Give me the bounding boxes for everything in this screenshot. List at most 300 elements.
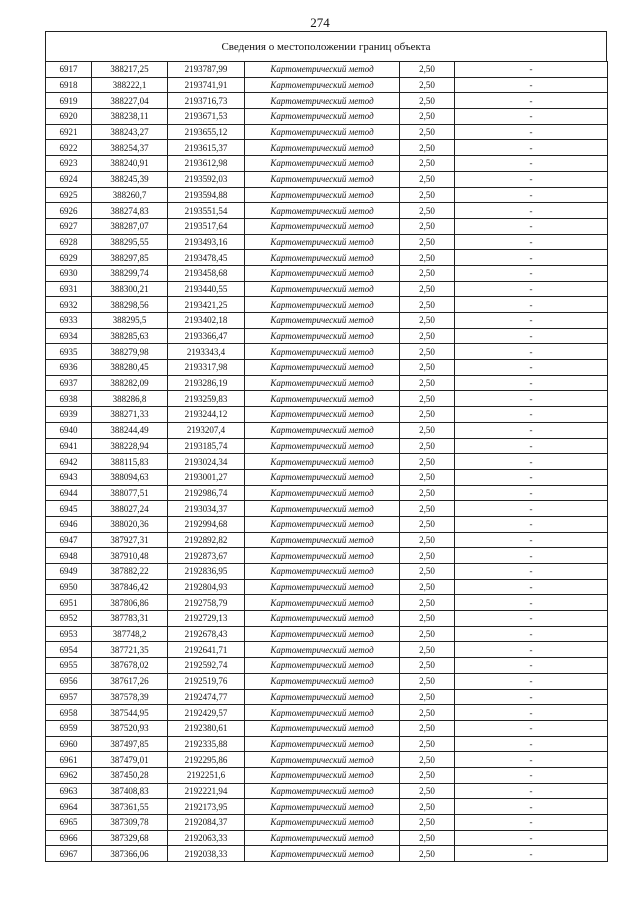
table-body (46, 62, 608, 862)
description-cell: - (455, 642, 608, 658)
description-cell: - (455, 548, 608, 564)
x-coordinate-cell: 388240,91 (92, 156, 168, 172)
table-row (46, 579, 608, 595)
x-coordinate-cell: 387748,2 (92, 626, 168, 642)
y-coordinate-cell: 2193421,25 (168, 297, 245, 313)
point-number-cell: 6955 (46, 658, 92, 674)
method-cell: Картометрический метод (245, 846, 400, 862)
method-cell: Картометрический метод (245, 642, 400, 658)
y-coordinate-cell: 2193478,45 (168, 250, 245, 266)
description-cell: - (455, 407, 608, 423)
method-cell: Картометрический метод (245, 313, 400, 329)
x-coordinate-cell: 388295,55 (92, 234, 168, 250)
method-cell: Картометрический метод (245, 124, 400, 140)
x-coordinate-cell: 387910,48 (92, 548, 168, 564)
y-coordinate-cell: 2193716,73 (168, 93, 245, 109)
description-cell: - (455, 77, 608, 93)
point-number-cell: 6956 (46, 673, 92, 689)
method-cell: Картометрический метод (245, 93, 400, 109)
point-number-cell: 6927 (46, 218, 92, 234)
table-row (46, 564, 608, 580)
method-cell: Картометрический метод (245, 62, 400, 78)
accuracy-cell: 2,50 (400, 689, 455, 705)
method-cell: Картометрический метод (245, 658, 400, 674)
method-cell: Картометрический метод (245, 391, 400, 407)
x-coordinate-cell: 388287,07 (92, 218, 168, 234)
description-cell: - (455, 281, 608, 297)
y-coordinate-cell: 2193741,91 (168, 77, 245, 93)
accuracy-cell: 2,50 (400, 187, 455, 203)
description-cell: - (455, 328, 608, 344)
table-row (46, 218, 608, 234)
table-row (46, 846, 608, 862)
description-cell: - (455, 752, 608, 768)
description-cell: - (455, 375, 608, 391)
x-coordinate-cell: 387544,95 (92, 705, 168, 721)
description-cell: - (455, 736, 608, 752)
table-row (46, 140, 608, 156)
point-number-cell: 6958 (46, 705, 92, 721)
point-number-cell: 6923 (46, 156, 92, 172)
point-number-cell: 6954 (46, 642, 92, 658)
point-number-cell: 6928 (46, 234, 92, 250)
table-row (46, 642, 608, 658)
point-number-cell: 6933 (46, 313, 92, 329)
accuracy-cell: 2,50 (400, 469, 455, 485)
point-number-cell: 6946 (46, 516, 92, 532)
y-coordinate-cell: 2192038,33 (168, 846, 245, 862)
description-cell: - (455, 532, 608, 548)
x-coordinate-cell: 387846,42 (92, 579, 168, 595)
point-number-cell: 6943 (46, 469, 92, 485)
accuracy-cell: 2,50 (400, 344, 455, 360)
description-cell: - (455, 673, 608, 689)
description-cell: - (455, 93, 608, 109)
table-row (46, 658, 608, 674)
accuracy-cell: 2,50 (400, 830, 455, 846)
description-cell: - (455, 799, 608, 815)
accuracy-cell: 2,50 (400, 767, 455, 783)
y-coordinate-cell: 2193592,03 (168, 171, 245, 187)
description-cell: - (455, 705, 608, 721)
method-cell: Картометрический метод (245, 548, 400, 564)
y-coordinate-cell: 2193402,18 (168, 313, 245, 329)
page-number: 274 (310, 15, 330, 30)
table-row (46, 548, 608, 564)
table-row (46, 422, 608, 438)
description-cell: - (455, 156, 608, 172)
point-number-cell: 6925 (46, 187, 92, 203)
x-coordinate-cell: 387520,93 (92, 720, 168, 736)
method-cell: Картометрический метод (245, 767, 400, 783)
point-number-cell: 6962 (46, 767, 92, 783)
method-cell: Картометрический метод (245, 611, 400, 627)
x-coordinate-cell: 387408,83 (92, 783, 168, 799)
table-row (46, 360, 608, 376)
method-cell: Картометрический метод (245, 375, 400, 391)
x-coordinate-cell: 388244,49 (92, 422, 168, 438)
section-header (45, 31, 607, 61)
point-number-cell: 6967 (46, 846, 92, 862)
description-cell: - (455, 124, 608, 140)
table-row (46, 830, 608, 846)
x-coordinate-cell: 387617,26 (92, 673, 168, 689)
y-coordinate-cell: 2193655,12 (168, 124, 245, 140)
method-cell: Картометрический метод (245, 564, 400, 580)
description-cell: - (455, 595, 608, 611)
accuracy-cell: 2,50 (400, 501, 455, 517)
table-row (46, 454, 608, 470)
y-coordinate-cell: 2193001,27 (168, 469, 245, 485)
table-row (46, 62, 608, 78)
description-cell: - (455, 720, 608, 736)
accuracy-cell: 2,50 (400, 846, 455, 862)
point-number-cell: 6939 (46, 407, 92, 423)
description-cell: - (455, 438, 608, 454)
point-number-cell: 6950 (46, 579, 92, 595)
table-row (46, 501, 608, 517)
x-coordinate-cell: 388285,63 (92, 328, 168, 344)
accuracy-cell: 2,50 (400, 752, 455, 768)
y-coordinate-cell: 2193594,88 (168, 187, 245, 203)
method-cell: Картометрический метод (245, 187, 400, 203)
method-cell: Картометрический метод (245, 140, 400, 156)
y-coordinate-cell: 2193259,83 (168, 391, 245, 407)
description-cell: - (455, 689, 608, 705)
accuracy-cell: 2,50 (400, 93, 455, 109)
point-number-cell: 6947 (46, 532, 92, 548)
method-cell: Картометрический метод (245, 328, 400, 344)
table-row (46, 297, 608, 313)
y-coordinate-cell: 2193458,68 (168, 265, 245, 281)
accuracy-cell: 2,50 (400, 328, 455, 344)
x-coordinate-cell: 387806,86 (92, 595, 168, 611)
accuracy-cell: 2,50 (400, 626, 455, 642)
accuracy-cell: 2,50 (400, 454, 455, 470)
y-coordinate-cell: 2192380,61 (168, 720, 245, 736)
accuracy-cell: 2,50 (400, 297, 455, 313)
y-coordinate-cell: 2192221,94 (168, 783, 245, 799)
point-number-cell: 6941 (46, 438, 92, 454)
table-row (46, 156, 608, 172)
y-coordinate-cell: 2193615,37 (168, 140, 245, 156)
accuracy-cell: 2,50 (400, 673, 455, 689)
accuracy-cell: 2,50 (400, 485, 455, 501)
description-cell: - (455, 846, 608, 862)
x-coordinate-cell: 388217,25 (92, 62, 168, 78)
description-cell: - (455, 360, 608, 376)
point-number-cell: 6957 (46, 689, 92, 705)
point-number-cell: 6937 (46, 375, 92, 391)
table-row (46, 171, 608, 187)
table-row (46, 203, 608, 219)
accuracy-cell: 2,50 (400, 391, 455, 407)
method-cell: Картометрический метод (245, 344, 400, 360)
x-coordinate-cell: 388282,09 (92, 375, 168, 391)
point-number-cell: 6959 (46, 720, 92, 736)
description-cell: - (455, 501, 608, 517)
accuracy-cell: 2,50 (400, 234, 455, 250)
method-cell: Картометрический метод (245, 218, 400, 234)
method-cell: Картометрический метод (245, 438, 400, 454)
y-coordinate-cell: 2192836,95 (168, 564, 245, 580)
x-coordinate-cell: 387366,06 (92, 846, 168, 862)
x-coordinate-cell: 388300,21 (92, 281, 168, 297)
accuracy-cell: 2,50 (400, 422, 455, 438)
description-cell: - (455, 469, 608, 485)
table-row (46, 93, 608, 109)
method-cell: Картометрический метод (245, 281, 400, 297)
description-cell: - (455, 109, 608, 125)
accuracy-cell: 2,50 (400, 77, 455, 93)
accuracy-cell: 2,50 (400, 313, 455, 329)
point-number-cell: 6960 (46, 736, 92, 752)
method-cell: Картометрический метод (245, 783, 400, 799)
point-number-cell: 6951 (46, 595, 92, 611)
method-cell: Картометрический метод (245, 799, 400, 815)
table-row (46, 407, 608, 423)
y-coordinate-cell: 2192173,95 (168, 799, 245, 815)
table-row (46, 250, 608, 266)
x-coordinate-cell: 388280,45 (92, 360, 168, 376)
method-cell: Картометрический метод (245, 77, 400, 93)
point-number-cell: 6964 (46, 799, 92, 815)
y-coordinate-cell: 2193207,4 (168, 422, 245, 438)
method-cell: Картометрический метод (245, 673, 400, 689)
x-coordinate-cell: 388243,27 (92, 124, 168, 140)
accuracy-cell: 2,50 (400, 156, 455, 172)
x-coordinate-cell: 387309,78 (92, 815, 168, 831)
point-number-cell: 6942 (46, 454, 92, 470)
table-row (46, 438, 608, 454)
point-number-cell: 6965 (46, 815, 92, 831)
table-row (46, 767, 608, 783)
method-cell: Картометрический метод (245, 689, 400, 705)
description-cell: - (455, 234, 608, 250)
method-cell: Картометрический метод (245, 454, 400, 470)
accuracy-cell: 2,50 (400, 360, 455, 376)
y-coordinate-cell: 2192994,68 (168, 516, 245, 532)
y-coordinate-cell: 2193034,37 (168, 501, 245, 517)
x-coordinate-cell: 388295,5 (92, 313, 168, 329)
method-cell: Картометрический метод (245, 360, 400, 376)
table-row (46, 124, 608, 140)
method-cell: Картометрический метод (245, 265, 400, 281)
point-number-cell: 6936 (46, 360, 92, 376)
table-row (46, 265, 608, 281)
method-cell: Картометрический метод (245, 752, 400, 768)
x-coordinate-cell: 388271,33 (92, 407, 168, 423)
point-number-cell: 6963 (46, 783, 92, 799)
description-cell: - (455, 62, 608, 78)
y-coordinate-cell: 2193671,53 (168, 109, 245, 125)
method-cell: Картометрический метод (245, 626, 400, 642)
table-row (46, 109, 608, 125)
y-coordinate-cell: 2192474,77 (168, 689, 245, 705)
method-cell: Картометрический метод (245, 250, 400, 266)
method-cell: Картометрический метод (245, 234, 400, 250)
point-number-cell: 6921 (46, 124, 92, 140)
table-row (46, 705, 608, 721)
x-coordinate-cell: 387479,01 (92, 752, 168, 768)
description-cell: - (455, 579, 608, 595)
method-cell: Картометрический метод (245, 485, 400, 501)
x-coordinate-cell: 388115,83 (92, 454, 168, 470)
x-coordinate-cell: 388279,98 (92, 344, 168, 360)
point-number-cell: 6924 (46, 171, 92, 187)
method-cell: Картометрический метод (245, 109, 400, 125)
method-cell: Картометрический метод (245, 532, 400, 548)
x-coordinate-cell: 387578,39 (92, 689, 168, 705)
description-cell: - (455, 564, 608, 580)
accuracy-cell: 2,50 (400, 564, 455, 580)
method-cell: Картометрический метод (245, 422, 400, 438)
table-row (46, 783, 608, 799)
table-row (46, 469, 608, 485)
method-cell: Картометрический метод (245, 297, 400, 313)
x-coordinate-cell: 388297,85 (92, 250, 168, 266)
accuracy-cell: 2,50 (400, 109, 455, 125)
description-cell: - (455, 783, 608, 799)
y-coordinate-cell: 2192295,86 (168, 752, 245, 768)
method-cell: Картометрический метод (245, 815, 400, 831)
description-cell: - (455, 454, 608, 470)
table-row (46, 313, 608, 329)
point-number-cell: 6934 (46, 328, 92, 344)
y-coordinate-cell: 2192084,37 (168, 815, 245, 831)
y-coordinate-cell: 2193185,74 (168, 438, 245, 454)
point-number-cell: 6952 (46, 611, 92, 627)
table-row (46, 673, 608, 689)
y-coordinate-cell: 2192592,74 (168, 658, 245, 674)
y-coordinate-cell: 2192519,76 (168, 673, 245, 689)
y-coordinate-cell: 2193317,98 (168, 360, 245, 376)
y-coordinate-cell: 2193024,34 (168, 454, 245, 470)
table-row (46, 328, 608, 344)
accuracy-cell: 2,50 (400, 218, 455, 234)
y-coordinate-cell: 2193493,16 (168, 234, 245, 250)
accuracy-cell: 2,50 (400, 736, 455, 752)
y-coordinate-cell: 2193612,98 (168, 156, 245, 172)
accuracy-cell: 2,50 (400, 171, 455, 187)
x-coordinate-cell: 388020,36 (92, 516, 168, 532)
x-coordinate-cell: 388298,56 (92, 297, 168, 313)
x-coordinate-cell: 387329,68 (92, 830, 168, 846)
point-number-cell: 6961 (46, 752, 92, 768)
x-coordinate-cell: 388027,24 (92, 501, 168, 517)
point-number-cell: 6931 (46, 281, 92, 297)
table-row (46, 736, 608, 752)
method-cell: Картометрический метод (245, 407, 400, 423)
accuracy-cell: 2,50 (400, 642, 455, 658)
accuracy-cell: 2,50 (400, 265, 455, 281)
accuracy-cell: 2,50 (400, 281, 455, 297)
x-coordinate-cell: 387783,31 (92, 611, 168, 627)
table-row (46, 626, 608, 642)
accuracy-cell: 2,50 (400, 62, 455, 78)
description-cell: - (455, 140, 608, 156)
table-row (46, 532, 608, 548)
boundary-coordinates-table (45, 61, 608, 862)
description-cell: - (455, 187, 608, 203)
description-cell: - (455, 767, 608, 783)
y-coordinate-cell: 2193517,64 (168, 218, 245, 234)
accuracy-cell: 2,50 (400, 438, 455, 454)
table-row (46, 689, 608, 705)
description-cell: - (455, 265, 608, 281)
accuracy-cell: 2,50 (400, 203, 455, 219)
accuracy-cell: 2,50 (400, 705, 455, 721)
y-coordinate-cell: 2192429,57 (168, 705, 245, 721)
x-coordinate-cell: 387927,31 (92, 532, 168, 548)
accuracy-cell: 2,50 (400, 595, 455, 611)
point-number-cell: 6922 (46, 140, 92, 156)
description-cell: - (455, 626, 608, 642)
table-row (46, 234, 608, 250)
method-cell: Картометрический метод (245, 579, 400, 595)
point-number-cell: 6917 (46, 62, 92, 78)
method-cell: Картометрический метод (245, 720, 400, 736)
point-number-cell: 6926 (46, 203, 92, 219)
point-number-cell: 6920 (46, 109, 92, 125)
point-number-cell: 6929 (46, 250, 92, 266)
description-cell: - (455, 830, 608, 846)
table-row (46, 815, 608, 831)
x-coordinate-cell: 387678,02 (92, 658, 168, 674)
x-coordinate-cell: 387497,85 (92, 736, 168, 752)
y-coordinate-cell: 2193244,12 (168, 407, 245, 423)
accuracy-cell: 2,50 (400, 658, 455, 674)
accuracy-cell: 2,50 (400, 375, 455, 391)
description-cell: - (455, 422, 608, 438)
description-cell: - (455, 516, 608, 532)
table-row (46, 187, 608, 203)
point-number-cell: 6930 (46, 265, 92, 281)
y-coordinate-cell: 2192729,13 (168, 611, 245, 627)
point-number-cell: 6953 (46, 626, 92, 642)
accuracy-cell: 2,50 (400, 815, 455, 831)
table-row (46, 485, 608, 501)
x-coordinate-cell: 388228,94 (92, 438, 168, 454)
description-cell: - (455, 250, 608, 266)
accuracy-cell: 2,50 (400, 548, 455, 564)
point-number-cell: 6966 (46, 830, 92, 846)
accuracy-cell: 2,50 (400, 611, 455, 627)
description-cell: - (455, 218, 608, 234)
accuracy-cell: 2,50 (400, 516, 455, 532)
table-row (46, 375, 608, 391)
x-coordinate-cell: 387450,28 (92, 767, 168, 783)
point-number-cell: 6932 (46, 297, 92, 313)
y-coordinate-cell: 2192986,74 (168, 485, 245, 501)
y-coordinate-cell: 2193551,54 (168, 203, 245, 219)
y-coordinate-cell: 2192641,71 (168, 642, 245, 658)
accuracy-cell: 2,50 (400, 407, 455, 423)
point-number-cell: 6938 (46, 391, 92, 407)
point-number-cell: 6919 (46, 93, 92, 109)
method-cell: Картометрический метод (245, 516, 400, 532)
accuracy-cell: 2,50 (400, 799, 455, 815)
x-coordinate-cell: 388286,8 (92, 391, 168, 407)
method-cell: Картометрический метод (245, 171, 400, 187)
x-coordinate-cell: 388260,7 (92, 187, 168, 203)
description-cell: - (455, 344, 608, 360)
y-coordinate-cell: 2193343,4 (168, 344, 245, 360)
table-row (46, 281, 608, 297)
point-number-cell: 6949 (46, 564, 92, 580)
table-row (46, 391, 608, 407)
x-coordinate-cell: 388094,63 (92, 469, 168, 485)
